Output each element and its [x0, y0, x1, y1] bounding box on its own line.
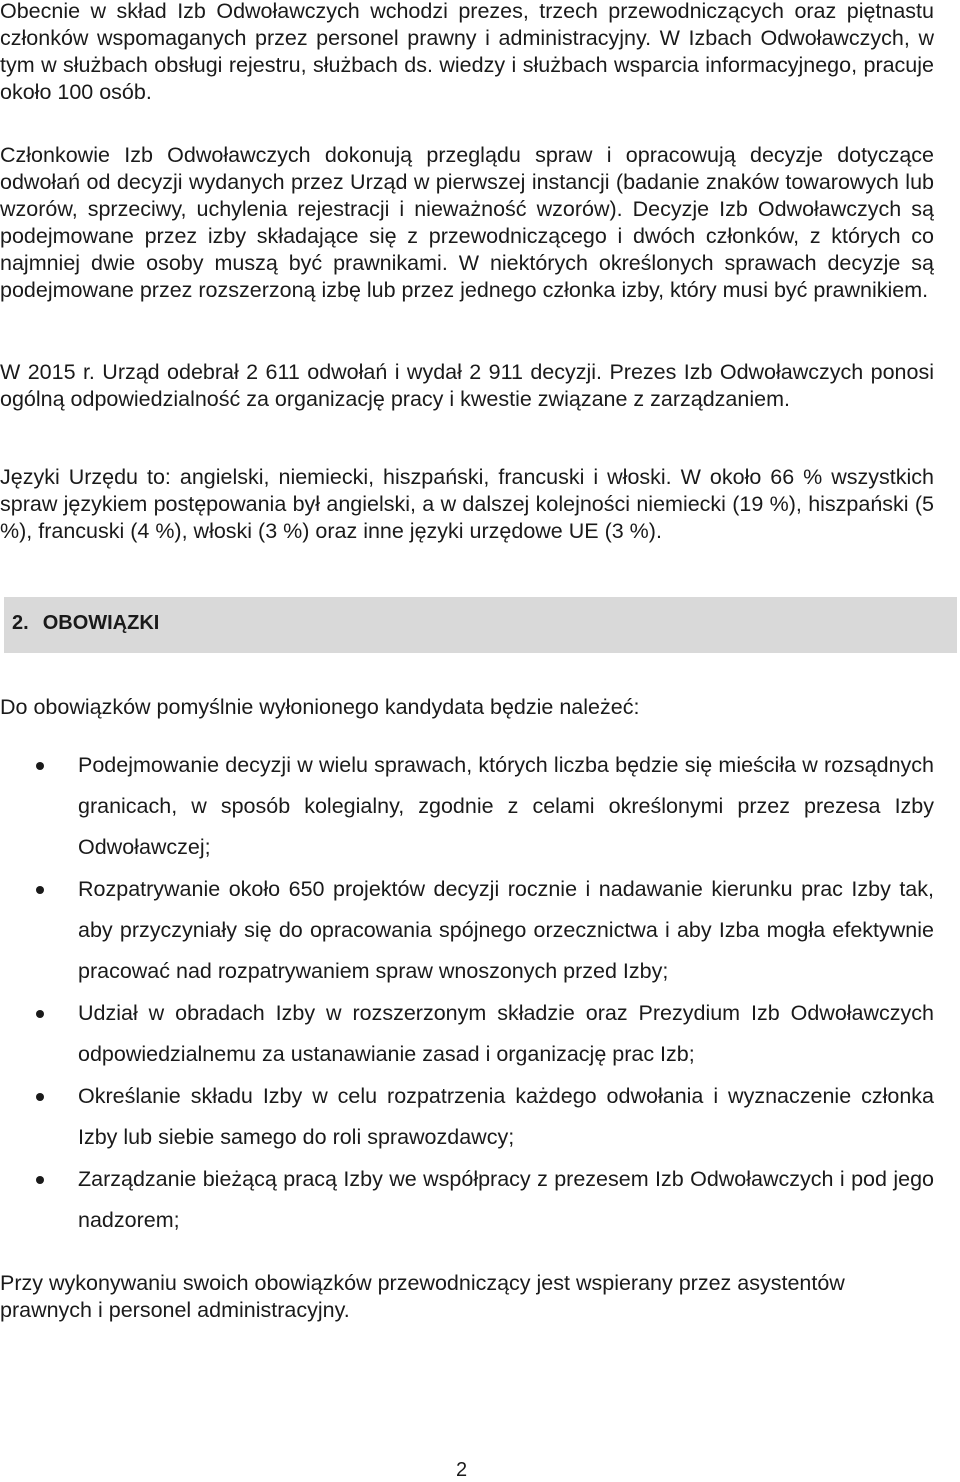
list-item — [0, 745, 934, 868]
list-item — [0, 1159, 934, 1241]
duty-text: Zarządzanie bieżącą pracą Izby we współpracy z prezesem Izb Odwoławczych i pod jego nadzorem; — [78, 1167, 934, 1232]
duty-text: Udział w obradach Izby w rozszerzonym składzie oraz Prezydium Izb Odwoławczych odpowiedzialnemu za ustanawianie zasad i organizację prac Izb; — [78, 1001, 934, 1066]
paragraph-composition: Obecnie w skład Izb Odwoławczych wchodzi prezes, trzech przewodniczących oraz piętnastu członków wspomaganych przez personel prawny i administracyjny. W Izbach Odwoławczych, w tym w służbach obsługi rejestru, służbach ds. wiedzy i służbach wsparcia informacyjnego, pracuje około 100 osób. — [0, 0, 934, 104]
duty-text: Rozpatrywanie około 650 projektów decyzji rocznie i nadawanie kierunku prac Izby tak, aby przyczyniały się do opracowania spójnego orzecznictwa i aby Izba mogła efektywnie pracować nad rozpatrywaniem spraw wnoszonych przed Izby; — [78, 877, 934, 983]
duty-text: Podejmowanie decyzji w wielu sprawach, których liczba będzie się mieściła w rozsądnych granicach, w sposób kolegialny, zgodnie z celami określonymi przez prezesa Izby Odwoławczej; — [78, 753, 934, 859]
duties-intro: Do obowiązków pomyślnie wyłonionego kandydata będzie należeć: — [0, 695, 640, 719]
list-item — [0, 1076, 934, 1158]
duties-list — [0, 745, 934, 1242]
paragraph-support-staff: Przy wykonywaniu swoich obowiązków przewodniczący jest wspierany przez asystentów prawnych i personel administracyjny. — [0, 1271, 845, 1322]
paragraph-languages: Języki Urzędu to: angielski, niemiecki, hiszpański, francuski i włoski. W około 66 % wszystkich spraw językiem postępowania był angielski, a w dalszej kolejności niemiecki (19 %), hiszpański (5 %), francuski (4 %), włoski (3 %) oraz inne języki urzędowe UE (3 %). — [0, 465, 934, 543]
list-item — [0, 993, 934, 1075]
page-number: 2 — [456, 1459, 468, 1481]
duty-text: Określanie składu Izby w celu rozpatrzenia każdego odwołania i wyznaczenie członka Izby lub siebie samego do roli sprawozdawcy; — [78, 1084, 934, 1149]
bullet-icon — [36, 762, 44, 770]
bullet-icon — [36, 886, 44, 894]
bullet-icon — [36, 1176, 44, 1184]
section-title — [12, 611, 159, 635]
list-item — [0, 869, 934, 992]
section-header-band — [4, 597, 957, 653]
section-number: 2. — [12, 612, 29, 634]
bullet-icon — [36, 1010, 44, 1018]
paragraph-statistics-2015: W 2015 r. Urząd odebrał 2 611 odwołań i wydał 2 911 decyzji. Prezes Izb Odwoławczych ponosi ogólną odpowiedzialność za organizację pracy i kwestie związane z zarządzaniem. — [0, 360, 934, 411]
bullet-icon — [36, 1093, 44, 1101]
section-heading: OBOWIĄZKI — [42, 612, 160, 634]
paragraph-members-duties: Członkowie Izb Odwoławczych dokonują przeglądu spraw i opracowują decyzje dotyczące odwołań od decyzji wydanych przez Urząd w pierwszej instancji (badanie znaków towarowych lub wzorów, sprzeciwy, uchylenia rejestracji i nieważność wzorów). Decyzje Izb Odwoławczych są podejmowane przez izby składające się z przewodniczącego i dwóch członków, z których co najmniej dwie osoby muszą być prawnikami. W niektórych określonych sprawach decyzje są podejmowane przez rozszerzoną izbę lub przez jednego członka izby, który musi być prawnikiem. — [0, 143, 934, 302]
